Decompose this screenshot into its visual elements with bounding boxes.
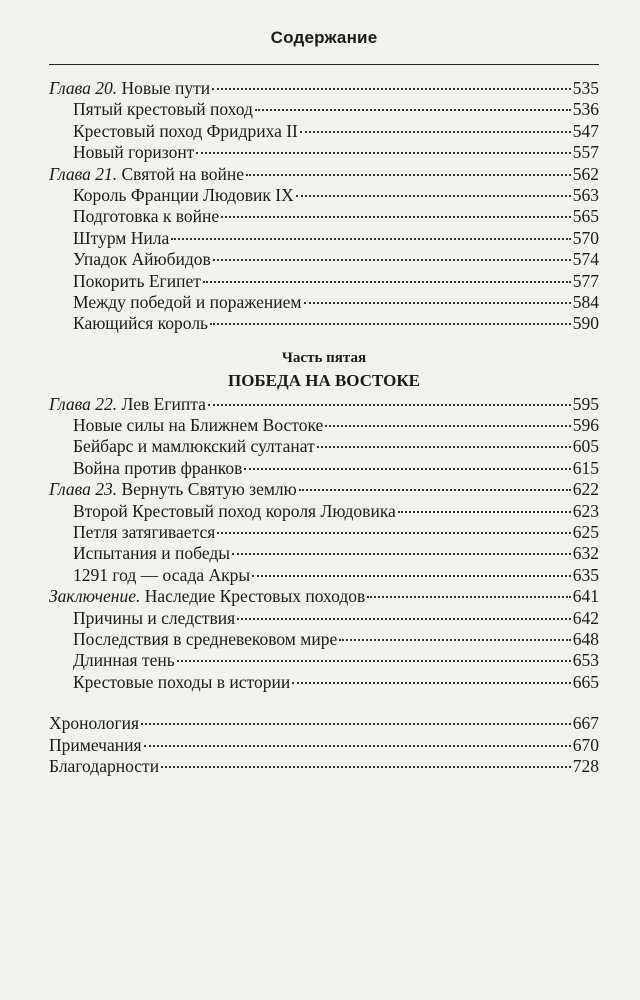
page-number: 635 <box>572 564 599 585</box>
entry-text: 1291 год — осада Акры <box>73 564 251 585</box>
dot-leader <box>213 259 571 261</box>
toc-entry-title <box>49 479 297 500</box>
toc-entry-title <box>49 756 159 777</box>
page-number: 648 <box>572 628 599 649</box>
toc-subentry <box>49 121 599 142</box>
toc-entry-title <box>73 543 230 564</box>
dot-leader <box>292 682 571 684</box>
toc-subentry <box>49 292 599 313</box>
toc-entry-title <box>73 271 201 292</box>
toc-entry-title <box>73 522 215 543</box>
toc-entry-title <box>73 436 315 457</box>
dot-leader <box>317 446 571 448</box>
toc-entry-title <box>73 501 396 522</box>
entry-text: Причины и следствия <box>73 607 236 628</box>
toc-entry-title <box>73 415 323 436</box>
toc-subentry <box>49 543 599 564</box>
dot-leader <box>210 323 571 325</box>
toc-entry-title <box>73 565 250 586</box>
toc-subentry <box>49 249 599 270</box>
toc-entry <box>49 78 599 99</box>
part-label: Часть пятая <box>281 349 367 366</box>
dot-leader <box>221 216 571 218</box>
page-number: 570 <box>572 227 599 248</box>
entry-text: Длинная тень <box>73 650 175 671</box>
chapter-prefix: Заключение. <box>49 586 141 607</box>
toc-entry <box>49 394 599 415</box>
page-number: 577 <box>572 270 599 291</box>
page-number: 622 <box>572 479 599 500</box>
chapter-prefix: Глава 21. <box>49 163 118 184</box>
dot-leader <box>217 532 570 534</box>
page-number: 595 <box>572 393 599 414</box>
toc-entry-title <box>49 735 142 756</box>
toc-entry <box>49 586 599 607</box>
page-number: 641 <box>572 586 599 607</box>
entry-text: Упадок Айюбидов <box>73 249 211 270</box>
toc-entry-title <box>73 629 337 650</box>
toc-subentry <box>49 501 599 522</box>
toc-entry-title <box>73 142 194 163</box>
toc-subentry <box>49 142 599 163</box>
page-number: 642 <box>572 607 599 628</box>
dot-leader <box>246 174 571 176</box>
page-number: 596 <box>572 415 599 436</box>
page-number: 625 <box>572 522 599 543</box>
entry-text: Вернуть Святую землю <box>121 479 297 500</box>
entry-text: Петля затягивается <box>73 522 216 543</box>
toc-entry-title <box>73 99 253 120</box>
page-number: 670 <box>572 734 599 755</box>
dot-leader <box>325 425 570 427</box>
toc-subentry <box>49 458 599 479</box>
dot-leader <box>177 660 571 662</box>
entry-text: Последствия в средневековом мире <box>73 628 338 649</box>
dot-leader <box>304 302 571 304</box>
dot-leader <box>232 553 571 555</box>
dot-leader <box>203 281 571 283</box>
toc-subentry <box>49 436 599 457</box>
page-number: 728 <box>572 755 599 776</box>
toc-entry <box>49 164 599 185</box>
page-number: 615 <box>572 457 599 478</box>
page-number: 667 <box>572 713 599 734</box>
entry-text: Святой на войне <box>121 163 245 184</box>
toc-entry <box>49 735 599 756</box>
dot-leader <box>296 195 571 197</box>
toc-entry-title <box>73 672 290 693</box>
page-header: Содержание <box>270 28 378 47</box>
entry-text: Между победой и поражением <box>73 291 302 312</box>
entry-text: Крестовые походы в истории <box>73 671 291 692</box>
dot-leader <box>299 489 571 491</box>
toc-subentry <box>49 99 599 120</box>
entry-text: Хронология <box>49 713 140 734</box>
dot-leader <box>300 131 571 133</box>
entry-text: Новые пути <box>121 78 211 98</box>
page-number: 623 <box>572 500 599 521</box>
toc-subentry <box>49 629 599 650</box>
page-number: 565 <box>572 206 599 227</box>
page-number: 563 <box>572 184 599 205</box>
page-number: 574 <box>572 249 599 270</box>
toc-entry-title <box>49 586 365 607</box>
page-number: 632 <box>572 543 599 564</box>
entry-text: Покорить Египет <box>73 270 201 291</box>
entry-text: Король Франции Людовик IX <box>73 184 294 205</box>
toc-subentry <box>49 608 599 629</box>
entry-text: Кающийся король <box>73 313 209 334</box>
page-number: 605 <box>572 436 599 457</box>
toc-entry-title <box>73 185 294 206</box>
entry-text: Примечания <box>49 734 142 755</box>
dot-leader <box>171 238 570 240</box>
dot-leader <box>196 152 570 154</box>
page-number: 584 <box>572 291 599 312</box>
toc-entry-title <box>73 292 302 313</box>
entry-text: Штурм Нила <box>73 227 170 248</box>
entry-text: Наследие Крестовых походов <box>144 586 366 607</box>
toc-subentry <box>49 313 599 334</box>
toc-entry-title <box>73 228 169 249</box>
dot-leader <box>398 511 571 513</box>
dot-leader <box>161 766 571 768</box>
dot-leader <box>144 745 571 747</box>
page-number: 547 <box>572 120 599 141</box>
toc-subentry <box>49 672 599 693</box>
entry-text: Лев Египта <box>121 393 206 414</box>
toc-subentry <box>49 185 599 206</box>
dot-leader <box>212 88 571 90</box>
header-rule <box>49 64 599 65</box>
dot-leader <box>208 404 571 406</box>
toc-entry <box>49 479 599 500</box>
toc-subentry <box>49 415 599 436</box>
toc-subentry <box>49 565 599 586</box>
page-number: 536 <box>572 99 599 120</box>
entry-text: Война против франков <box>73 457 243 478</box>
toc-entry-title <box>73 121 298 142</box>
toc-entry-title <box>73 458 242 479</box>
entry-text: Пятый крестовый поход <box>73 99 253 120</box>
entry-text: Крестовый поход Фридриха II <box>73 120 298 141</box>
toc-subentry <box>49 650 599 671</box>
page-number: 562 <box>572 163 599 184</box>
dot-leader <box>255 109 571 111</box>
dot-leader <box>339 639 571 641</box>
dot-leader <box>367 596 570 598</box>
page-number: 665 <box>572 671 599 692</box>
section-gap <box>49 693 599 713</box>
entry-text: Подготовка к войне <box>73 206 220 227</box>
toc-subentry <box>49 206 599 227</box>
dot-leader <box>141 723 571 725</box>
toc-subentry <box>49 271 599 292</box>
toc-entry-title <box>49 78 210 99</box>
toc-entry-title <box>49 394 206 415</box>
page-number: 653 <box>572 650 599 671</box>
entry-text: Бейбарс и мамлюкский султанат <box>73 436 315 457</box>
page-number: 557 <box>572 142 599 163</box>
toc-entry-title <box>73 313 208 334</box>
toc-entry <box>49 756 599 777</box>
chapter-prefix: Глава 22. <box>49 393 118 414</box>
page-number: 590 <box>572 313 599 334</box>
page-number: 535 <box>572 78 599 98</box>
entry-text: Новый горизонт <box>73 142 195 163</box>
toc-entry-title <box>73 650 175 671</box>
entry-text: Испытания и победы <box>73 543 231 564</box>
entry-text: Второй Крестовый поход короля Людовика <box>73 500 396 521</box>
toc-entry-title <box>73 249 211 270</box>
entry-text: Новые силы на Ближнем Востоке <box>73 415 324 436</box>
chapter-prefix: Глава 20. <box>49 78 118 98</box>
toc-entry-title <box>49 164 244 185</box>
dot-leader <box>252 575 571 577</box>
toc-entry-title <box>73 206 219 227</box>
part-title: ПОБЕДА НА ВОСТОКЕ <box>227 370 421 390</box>
toc-subentry <box>49 228 599 249</box>
dot-leader <box>244 468 570 470</box>
toc-entry-title <box>73 608 235 629</box>
entry-text: Благодарности <box>49 755 160 776</box>
toc-entry-title <box>49 713 139 734</box>
toc-entry <box>49 713 599 734</box>
table-of-contents <box>49 78 599 777</box>
dot-leader <box>237 618 571 620</box>
toc-subentry <box>49 522 599 543</box>
chapter-prefix: Глава 23. <box>49 479 118 500</box>
